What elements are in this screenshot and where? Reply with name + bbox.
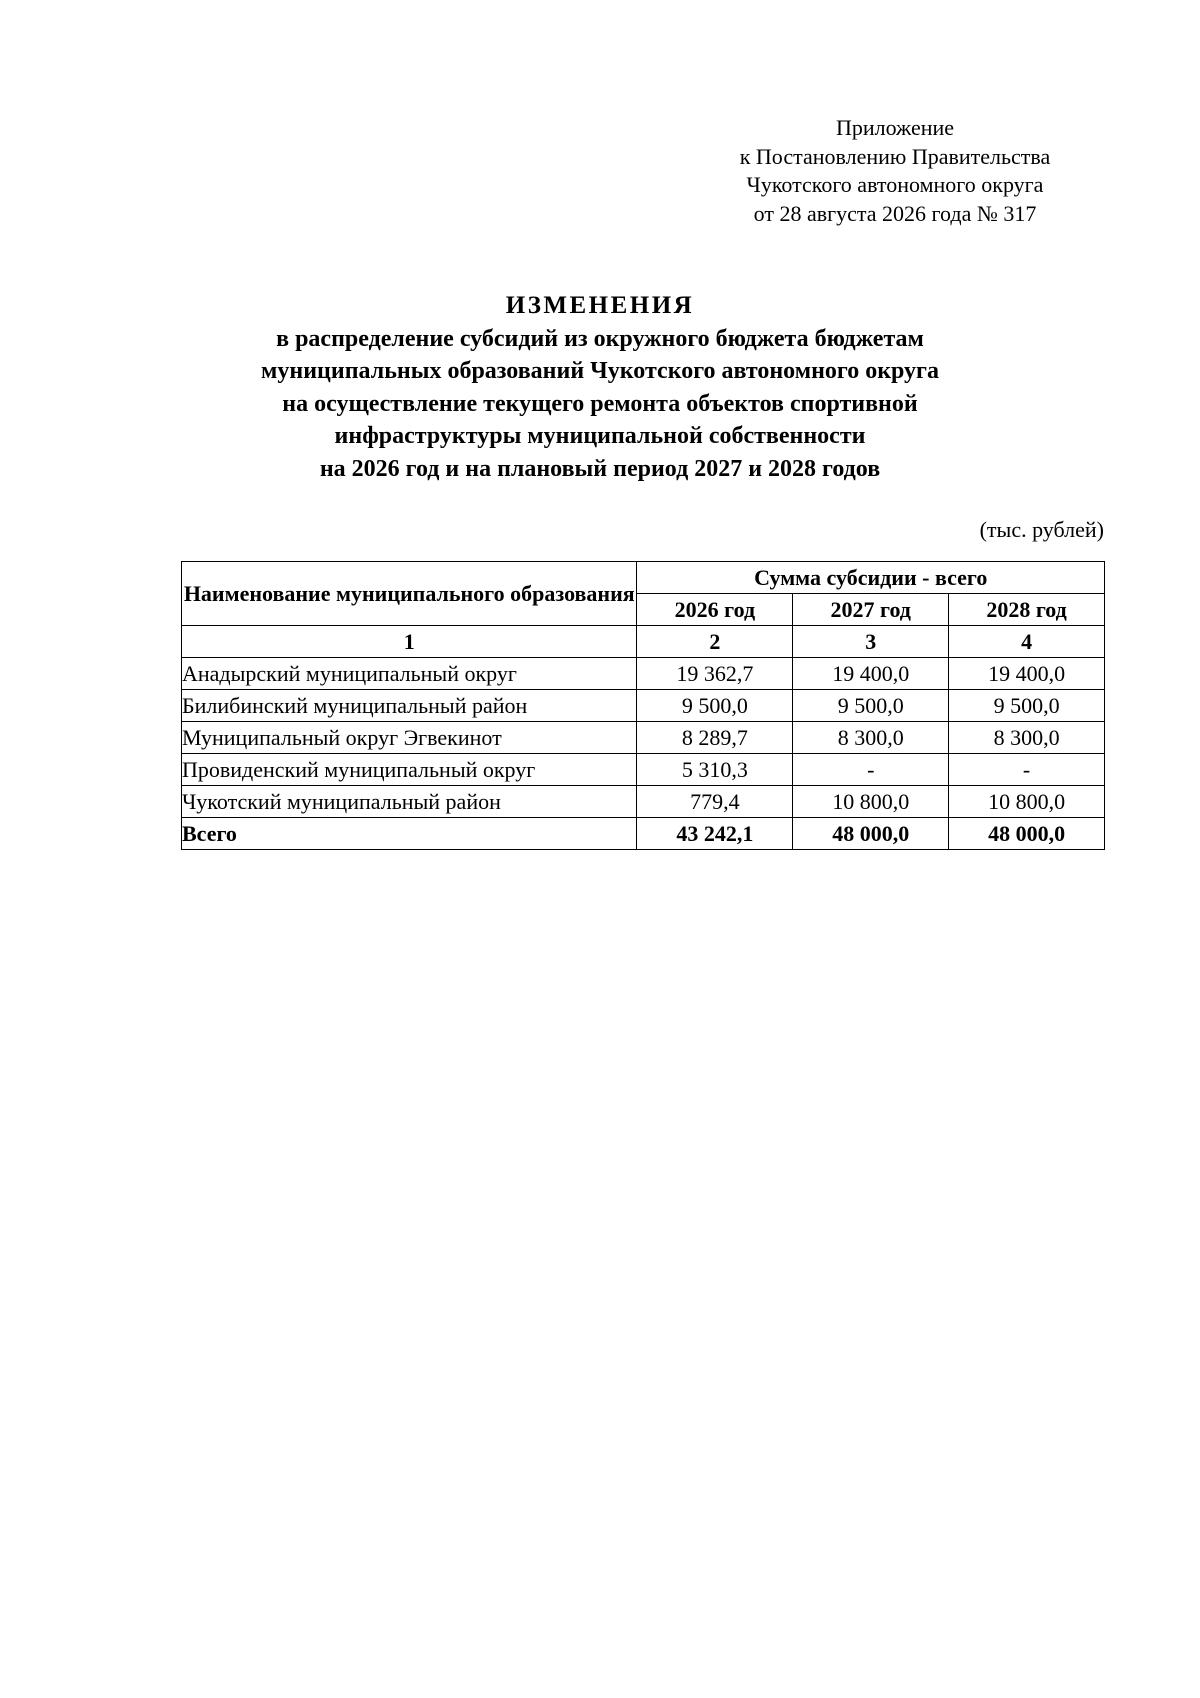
value-cell: 10 800,0 (949, 786, 1105, 818)
table-row (182, 786, 1105, 818)
municipality-name: Анадырский муниципальный округ (182, 658, 637, 690)
value-cell: 9 500,0 (637, 690, 793, 722)
subsidy-table (181, 561, 1105, 850)
table-header-row (182, 562, 1105, 594)
appendix-date-number: от 28 августа 2026 года № 317 (753, 200, 1037, 226)
title-line: муниципальных образований Чукотского автономного округа (261, 358, 939, 384)
value-cell: 19 400,0 (793, 658, 949, 690)
column-number: 4 (949, 626, 1105, 658)
value-cell: 9 500,0 (949, 690, 1105, 722)
total-value-cell: 43 242,1 (637, 818, 793, 850)
value-cell: 19 400,0 (949, 658, 1105, 690)
header-year: 2028 год (949, 594, 1105, 626)
header-subsidy-total: Сумма субсидии - всего (637, 562, 1105, 594)
appendix-resolution-ref: к Постановлению Правительства (739, 143, 1051, 169)
column-number: 2 (637, 626, 793, 658)
table-numbering-row (182, 626, 1105, 658)
value-cell: 19 362,7 (637, 658, 793, 690)
total-value-cell: 48 000,0 (793, 818, 949, 850)
table-total-row (182, 818, 1105, 850)
value-cell: - (949, 754, 1105, 786)
municipality-name: Провиденский муниципальный округ (182, 754, 637, 786)
header-year: 2026 год (637, 594, 793, 626)
units-label: (тыс. рублей) (979, 517, 1104, 542)
title-line: в распределение субсидий из окружного бюджета бюджетам (276, 325, 924, 352)
value-cell: 779,4 (637, 786, 793, 818)
municipality-name: Чукотский муниципальный район (182, 786, 637, 818)
value-cell: 9 500,0 (793, 690, 949, 722)
table-row (182, 722, 1105, 754)
title-line: на 2026 год и на плановый период 2027 и 2028 годов (319, 455, 881, 482)
title-main: ИЗМЕНЕНИЯ (505, 292, 695, 319)
document-title (100, 290, 1100, 485)
appendix-label: Приложение (835, 115, 955, 140)
value-cell: - (793, 754, 949, 786)
header-year: 2027 год (793, 594, 949, 626)
appendix-region: Чукотского автономного округа (746, 172, 1044, 197)
value-cell: 8 289,7 (637, 722, 793, 754)
municipality-name: Муниципальный округ Эгвекинот (182, 722, 637, 754)
table-row (182, 754, 1105, 786)
header-municipality: Наименование муниципального образования (182, 562, 637, 626)
total-value-cell: 48 000,0 (949, 818, 1105, 850)
value-cell: 5 310,3 (637, 754, 793, 786)
table-row (182, 658, 1105, 690)
appendix-header (700, 114, 1090, 228)
title-line: инфраструктуры муниципальной собственности (334, 423, 866, 449)
value-cell: 8 300,0 (949, 722, 1105, 754)
column-number: 3 (793, 626, 949, 658)
table-row (182, 690, 1105, 722)
total-label: Всего (182, 818, 637, 850)
column-number: 1 (182, 626, 637, 658)
title-line: на осуществление текущего ремонта объектов спортивной (282, 390, 918, 417)
municipality-name: Билибинский муниципальный район (182, 690, 637, 722)
value-cell: 10 800,0 (793, 786, 949, 818)
value-cell: 8 300,0 (793, 722, 949, 754)
